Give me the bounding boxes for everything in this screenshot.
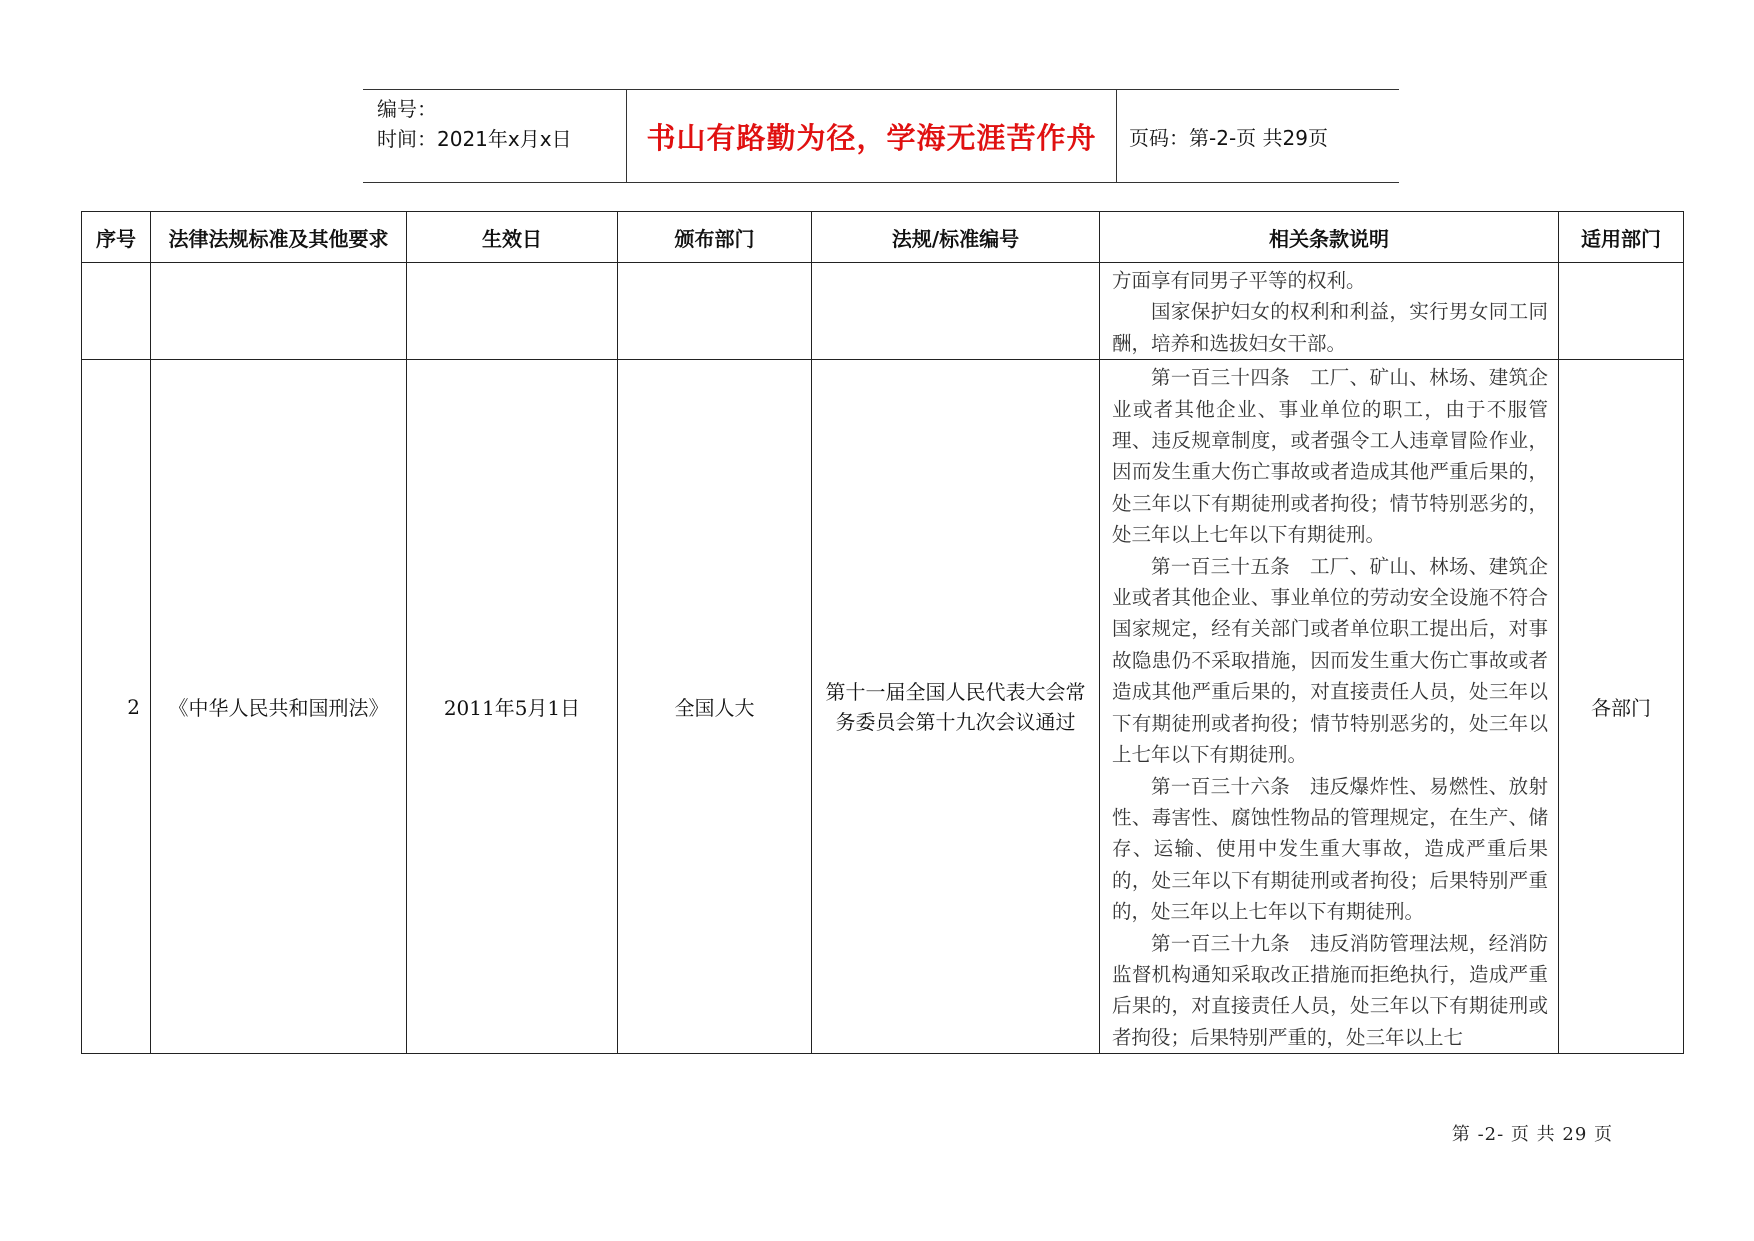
table-row xyxy=(82,360,1684,1054)
cell-number: 第十一届全国人民代表大会常务委员会第十九次会议通过 xyxy=(812,360,1100,1054)
cell-effective-date: 2011年5月1日 xyxy=(407,360,618,1054)
regulations-table xyxy=(81,211,1684,1054)
column-header-effective-date: 生效日 xyxy=(407,212,618,263)
clause-paragraph: 第一百三十六条 违反爆炸性、易燃性、放射性、毒害性、腐蚀性物品的管理规定，在生产、储存、运输、使用中发生重大事故，造成严重后果的，处三年以下有期徒刑或者拘役；后果特别严重的，处三年以上七年以下有期徒刑。 xyxy=(1112,774,1548,924)
column-header-department: 适用部门 xyxy=(1559,212,1684,263)
cell-regulation: 《中华人民共和国刑法》 xyxy=(151,360,407,1054)
cell-issuer xyxy=(618,263,812,360)
cell-issuer: 全国人大 xyxy=(618,360,812,1054)
column-header-seq: 序号 xyxy=(82,212,151,263)
column-header-regulation: 法律法规标准及其他要求 xyxy=(151,212,407,263)
cell-effective-date xyxy=(407,263,618,360)
document-header xyxy=(363,89,1399,183)
header-motto: 书山有路勤为径，学海无涯苦作舟 xyxy=(627,90,1117,182)
clause-paragraph: 方面享有同男子平等的权利。 xyxy=(1112,269,1366,292)
clause-paragraph: 国家保护妇女的权利和利益，实行男女同工同酬，培养和选拔妇女干部。 xyxy=(1112,300,1548,355)
header-page-info: 页码：第-2-页 共29页 xyxy=(1129,125,1328,150)
cell-department: 各部门 xyxy=(1559,360,1684,1054)
cell-number xyxy=(812,263,1100,360)
page-footer: 第 -2- 页 共 29 页 xyxy=(1451,1124,1613,1145)
cell-clause xyxy=(1100,360,1559,1054)
cell-seq xyxy=(82,263,151,360)
column-header-number: 法规/标准编号 xyxy=(812,212,1100,263)
column-header-clause: 相关条款说明 xyxy=(1100,212,1559,263)
cell-seq: 2 xyxy=(82,360,151,1054)
document-time-label: 时间：2021年x月x日 xyxy=(377,127,572,151)
clause-paragraph: 第一百三十九条 违反消防管理法规，经消防监督机构通知采取改正措施而拒绝执行，造成严重后果的，对直接责任人员，处三年以下有期徒刑或者拘役；后果特别严重的，处三年以上七 xyxy=(1112,931,1548,1049)
document-number-label: 编号： xyxy=(377,97,437,121)
clause-paragraph: 第一百三十四条 工厂、矿山、林场、建筑企业或者其他企业、事业单位的职工，由于不服管理、违反规章制度，或者强令工人违章冒险作业，因而发生重大伤亡事故或者造成其他严重后果的，处三年以下有期徒刑或者拘役；情节特别恶劣的，处三年以上七年以下有期徒刑。 xyxy=(1112,366,1548,547)
cell-clause xyxy=(1100,263,1559,360)
cell-regulation xyxy=(151,263,407,360)
cell-department xyxy=(1559,263,1684,360)
clause-paragraph: 第一百三十五条 工厂、矿山、林场、建筑企业或者其他企业、事业单位的劳动安全设施不符合国家规定，经有关部门或者单位职工提出后，对事故隐患仍不采取措施，因而发生重大伤亡事故或者造成其他严重后果的，对直接责任人员，处三年以下有期徒刑或者拘役；情节特别恶劣的，处三年以上七年以下有期徒刑。 xyxy=(1112,554,1548,767)
table-row xyxy=(82,263,1684,360)
table-header-row xyxy=(82,212,1684,263)
column-header-issuer: 颁布部门 xyxy=(618,212,812,263)
header-meta xyxy=(363,90,627,182)
